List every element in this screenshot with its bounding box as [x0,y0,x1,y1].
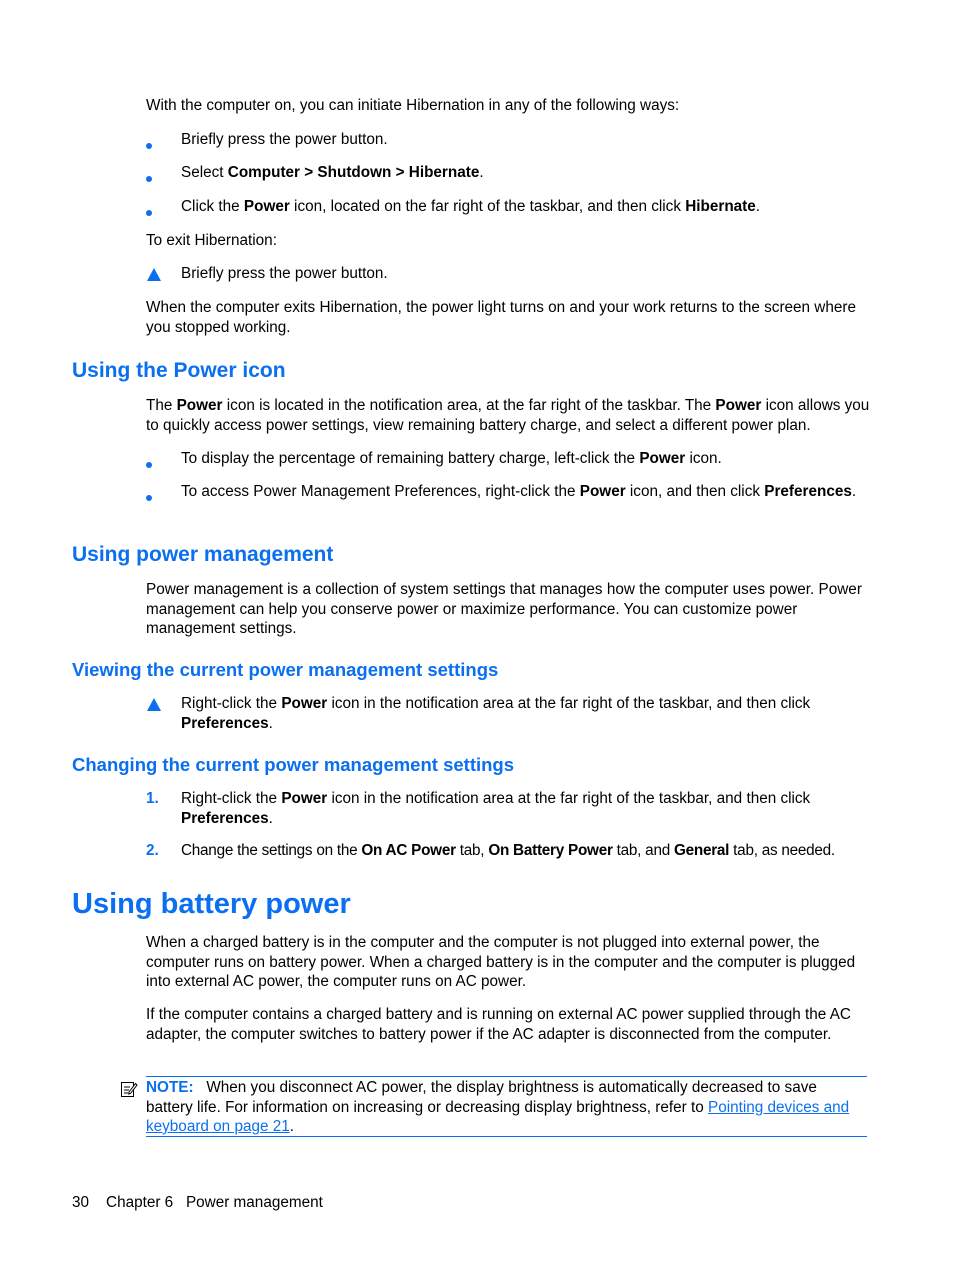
chapter-section-heading-battery: Using battery power [72,888,351,920]
hibernation-bullet-3: Click the Power icon, located on the far right of the taskbar, and then click Hibernate. [181,198,761,215]
subsection-heading-changing: Changing the current power management settings [72,754,515,775]
step-number: 1. [146,790,159,807]
power-management-paragraph: Power management is a collection of system settings that manages how the computer uses power. Power management can help you conserve power or maximize performance. You can customize power management settings. [146,581,862,637]
battery-paragraph-1: When a charged battery is in the computer and the computer is not plugged into external power, the computer runs on battery power. When a charged battery is in the computer and the computer is plugged into external AC power, the computer runs on AC power. [146,934,856,990]
bullet-icon [146,462,152,468]
hibernation-bullet-2: Select Computer > Shutdown > Hibernate. [181,164,484,181]
power-icon-bullet-1: To display the percentage of remaining battery charge, left-click the Power icon. [181,450,722,467]
exit-hibernation-result: When the computer exits Hibernation, the power light turns on and your work returns to the screen where you stopped working. [146,299,856,336]
page-footer [72,1193,323,1213]
bullet-icon [146,176,152,182]
bullet-icon [146,495,152,501]
subsection-heading-viewing: Viewing the current power management settings [72,659,499,680]
power-icon-paragraph: The Power icon is located in the notification area, at the far right of the taskbar. The Power icon allows you to quickly access power settings, view remaining battery charge, and select a different power plan. [146,397,870,434]
exit-hibernation-intro: To exit Hibernation: [146,232,277,249]
note-top-rule [146,1076,867,1077]
pointing-devices-link[interactable]: Pointing devices and keyboard on page 21 [146,1098,850,1135]
changing-step-2: Change the settings on the On AC Power tab, On Battery Power tab, and General tab, as needed. [181,842,835,859]
step-number: 2. [146,842,159,859]
hibernation-intro: With the computer on, you can initiate Hibernation in any of the following ways: [146,97,680,114]
note-text: NOTE: When you disconnect AC power, the display brightness is automatically decreased to save battery life. For information on increasing or decreasing display brightness, refer to Pointing devices and keyboard on page 21. [146,1079,850,1135]
step-triangle-icon [147,698,161,711]
note-label: NOTE: [146,1079,194,1096]
exit-hibernation-step: Briefly press the power button. [181,265,388,282]
power-icon-bullet-2: To access Power Management Preferences, right-click the Power icon, and then click Preferences. [181,483,857,500]
step-triangle-icon [147,268,161,281]
note-bottom-rule [146,1136,867,1137]
bullet-icon [146,210,152,216]
viewing-step: Right-click the Power icon in the notification area at the far right of the taskbar, and then click Preferences. [181,695,811,732]
footer-chapter: Chapter 6 [106,1194,174,1211]
hibernation-bullet-1: Briefly press the power button. [181,131,388,148]
note-pencil-icon [120,1080,138,1098]
footer-chapter-title: Power management [185,1194,323,1211]
section-heading-power-icon: Using the Power icon [72,359,286,382]
section-heading-power-management: Using power management [72,543,334,566]
battery-paragraph-2: If the computer contains a charged battery and is running on external AC power supplied through the AC adapter, the computer switches to battery power if the AC adapter is disconnected from the computer. [146,1006,851,1043]
bullet-icon [146,143,152,149]
page-number: 30 [72,1194,90,1211]
changing-step-1: Right-click the Power icon in the notification area at the far right of the taskbar, and then click Preferences. [181,790,811,827]
